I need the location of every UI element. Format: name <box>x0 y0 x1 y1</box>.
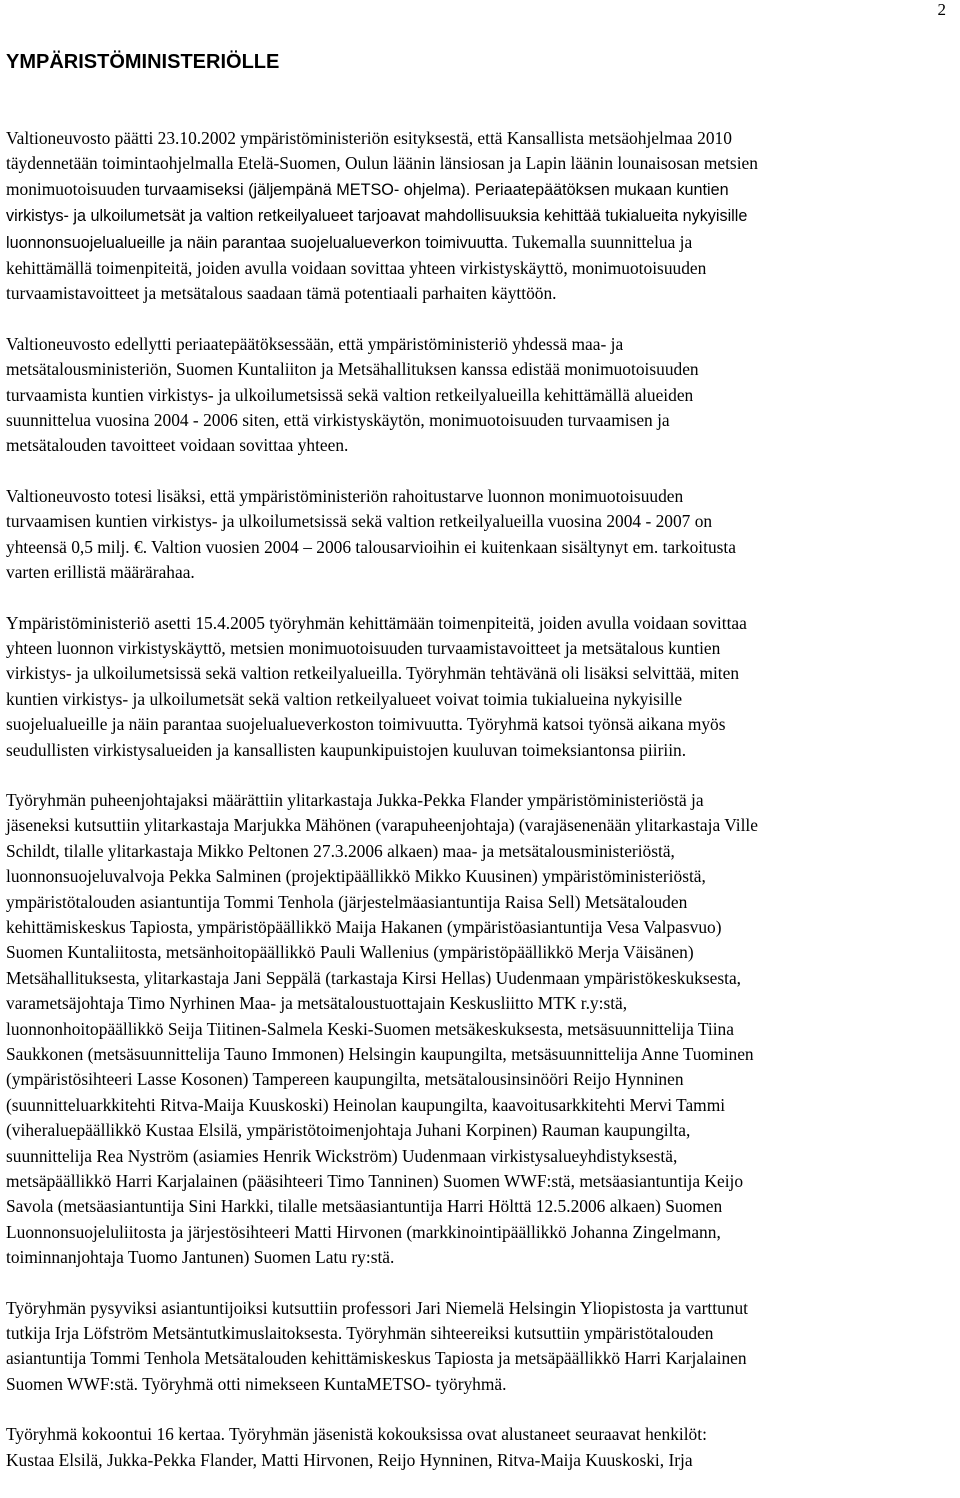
paragraph-working-group-set-up: Ympäristöministeriö asetti 15.4.2005 työryhmän kehittämään toimenpiteitä, joiden avulla voidaan sovittaa yhteen luonnon virkistyskäyttö, metsien monimuotoisuuden turvaamistavoitteet ja metsätalous kuntien virkistys- ja ulkoilumetsissä sekä valtion retkeilyalueilla. Työryhmän tehtävänä oli lisäksi selvittää, miten kuntien virkistys- ja ulkoilumetsät sekä valtion retkeilyalueet voivat toimia tukialueina nykyisille suojelualueille ja näin parantaa suojelualueverkoston toimivuutta. Työryhmä katsoi työnsä aikana myös seudullisten virkistysalueiden ja kansallisten kaupunkipuistojen kuuluvan toimeksiantonsa piiriin. <box>6 612 747 760</box>
paragraph-experts-and-secretaries: Työryhmän pysyviksi asiantuntijoiksi kutsuttiin professori Jari Niemelä Helsingin Yliopistosta ja varttunut tutkija Irja Löfström Metsäntutkimuslaitoksesta. Työryhmän sihteereiksi kutsuttiin ympäristötalouden asiantuntija Tommi Tenhola Metsätalouden kehittämiskeskus Tapiosta ja metsäpäällikkö Harri Karjalainen Suomen WWF:stä. Työryhmä otti nimekseen KuntaMETSO- työryhmä. <box>6 1297 748 1394</box>
document-body <box>6 126 952 1498</box>
paragraph-1-text-a: Valtioneuvosto päätti 23.10.2002 ympäristöministeriön esityksestä, että Kansallista metsäohjelmaa 2010 täydennetään toimintaohjelmalla Etelä-Suomen, Oulun läänin länsiosan ja Lapin läänin lounaisosan metsien monimuotoisuuden <box>6 128 758 199</box>
page-number: 2 <box>937 0 946 19</box>
paragraph-meetings: Työryhmä kokoontui 16 kertaa. Työryhmän jäsenistä kokouksissa ovat alustaneet seuraavat henkilöt: Kustaa Elsilä, Jukka-Pekka Flander, Matti Hirvonen, Reijo Hynninen, Ritva-Maija Kuuskoski, Irja <box>6 1424 707 1470</box>
paragraph-working-group-members: Työryhmän puheenjohtajaksi määrättiin ylitarkastaja Jukka-Pekka Flander ympäristöministeriöstä ja jäseneksi kutsuttiin ylitarkastaja Marjukka Mähönen (varapuheenjohtaja) (varajäsenenään ylitarkastaja Ville Schildt, tilalle ylitarkastaja Mikko Peltonen 27.3.2006 alkaen) maa- ja metsätalousministeriöstä, luonnonsuojeluvalvoja Pekka Salminen (projektipäällikkö Mikko Kuusinen) ympäristöministeriöstä, ympäristötalouden asiantuntija Tommi Tenhola (järjestelmäasiantuntija Raisa Sell) Metsätalouden kehittämiskeskus Tapiosta, ympäristöpäällikkö Maija Hakanen (ympäristöasiantuntija Vesa Valpasvuo) Suomen Kuntaliitosta, metsänhoitopäällikkö Pauli Wallenius (ympäristöpäällikkö Merja Väisänen) Metsähallituksesta, ylitarkastaja Jani Seppälä (tarkastaja Kirsi Hellas) Uudenmaan ympäristökeskuksesta, varametsäjohtaja Timo Nyrhinen Maa- ja metsätaloustuottajain Keskusliitto MTK r.y:stä, luonnonhoitopäällikkö Seija Tiitinen-Salmela Keski-Suomen metsäkeskuksesta, metsäsuunnittelija Tiina Saukkonen (metsäsuunnittelija Tauno Immonen) Helsingin kaupungilta, metsäsuunnittelija Anne Tuominen (ympäristösihteeri Lasse Kosonen) Tampereen kaupungilta, metsätalousinsinööri Reijo Hynninen (suunnitteluarkkitehti Ritva-Maija Kuuskoski) Heinolan kaupungilta, kaavoitusarkkitehti Mervi Tammi (viheraluepäällikkö Kustaa Elsilä, ympäristötoimenjohtaja Juhani Korpinen) Rauman kaupungilta, suunnittelija Rea Nyström (asiamies Henrik Wickström) Uudenmaan virkistysalueyhdistyksestä, metsäpäällikkö Harri Karjalainen (pääsihteeri Timo Tanninen) Suomen WWF:stä, metsäasiantuntija Keijo Savola (metsäasiantuntija Sini Harkki, tilalle metsäasiantuntija Harri Hölttä 12.5.2006 alkaen) Suomen Luonnonsuojeluliitosta ja järjestösihteeri Matti Hirvonen (markkinointipäällikkö Johanna Zingelmann, toiminnanjohtaja Tuomo Jantunen) Suomen Latu ry:stä. <box>6 789 758 1268</box>
paragraph-government-requirement: Valtioneuvosto edellytti periaatepäätöksessään, että ympäristöministeriö yhdessä maa- ja metsätalousministeriön, Suomen Kuntaliiton ja Metsähallituksen kanssa edistää monimuotoisuuden turvaamista kuntien virkistys- ja ulkoilumetsissä sekä valtion retkeilyalueilla kehittämällä alueiden suunnittelua vuosina 2004 - 2006 siten, että virkistyskäytön, monimuotoisuuden turvaamisen ja metsätalouden tavoitteet voidaan sovittaa yhteen. <box>6 333 699 456</box>
paragraph-1-text-c: Tukemalla suunnittelua ja kehittämällä toimenpiteitä, joiden avulla voidaan sovittaa yhteen virkistyskäyttö, monimuotoisuuden turvaamistavoitteet ja metsätalous saadaan tämä potentiaali parhaiten käyttöön. <box>6 231 707 304</box>
paragraph-government-decision <box>6 126 952 307</box>
paragraph-funding-need: Valtioneuvosto totesi lisäksi, että ympäristöministeriön rahoitustarve luonnon monimuotoisuuden turvaamisen kuntien virkistys- ja ulkoilumetsissä sekä valtion retkeilyalueilla vuosina 2004 - 2007 on yhteensä 0,5 milj. €. Valtion vuosien 2004 – 2006 talousarvioihin ei kuitenkaan sisältynyt em. tarkoitusta varten erillistä määrärahaa. <box>6 485 736 583</box>
paragraph-1-text-b: turvaamiseksi (jäljempänä METSO- ohjelma). Periaatepäätöksen mukaan kuntien virkistys- ja ulkoilumetsät ja valtion retkeilyalueet tarjoavat mahdollisuuksia kehittää tukialueita nykyisille luonnonsuojelualueille ja näin parantaa suojelualueverkon toimivuutta. <box>6 180 748 252</box>
document-heading: YMPÄRISTÖMINISTERIÖLLE <box>6 51 280 73</box>
